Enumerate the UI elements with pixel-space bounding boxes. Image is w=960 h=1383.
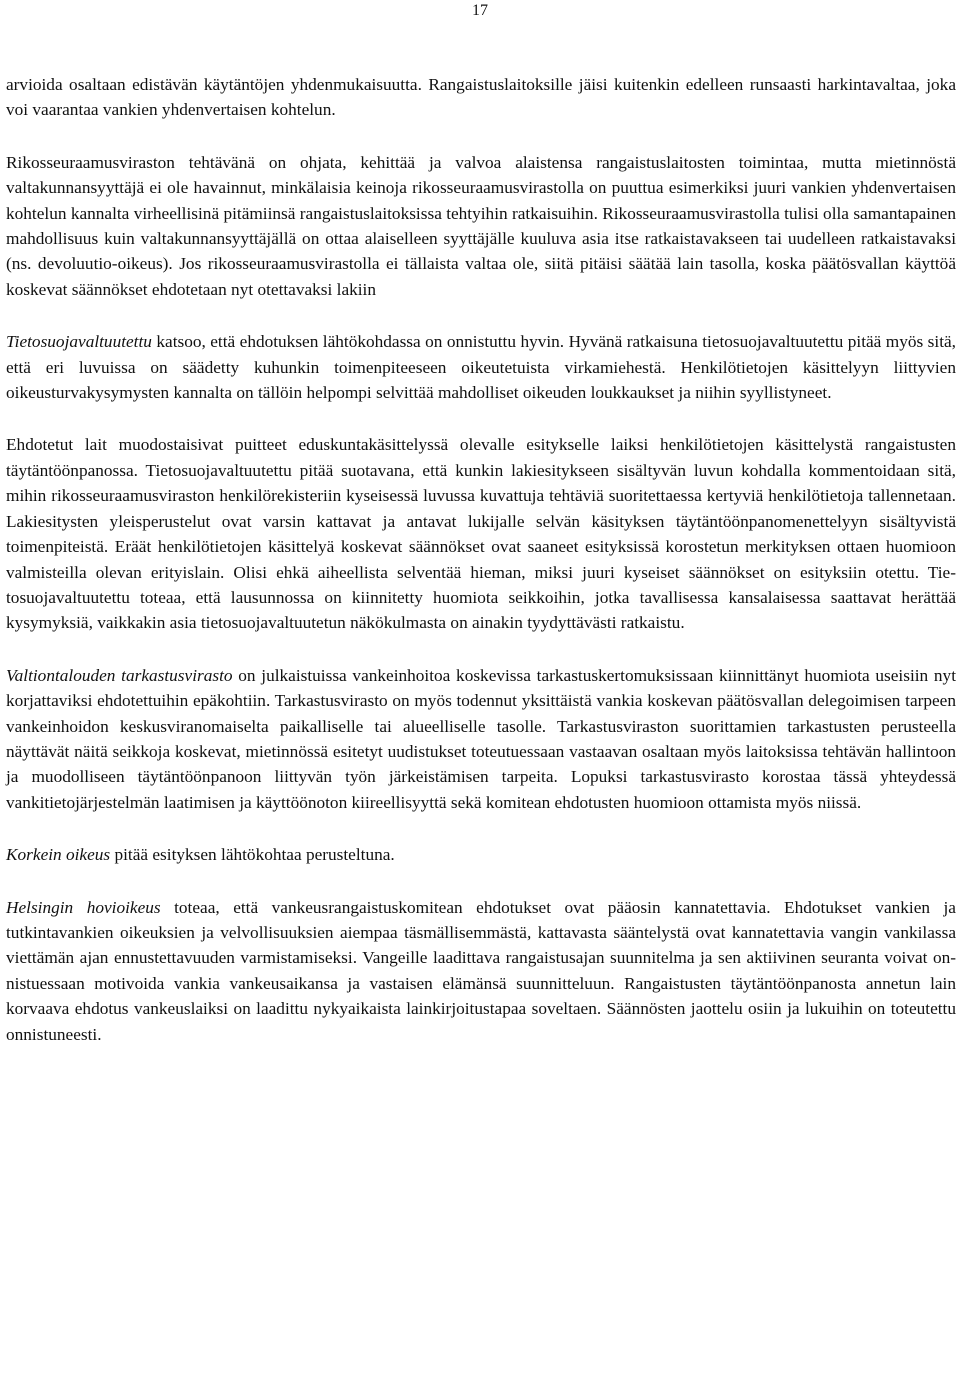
paragraph-2	[6, 150, 956, 302]
paragraph-text: Rikosseuraamusviraston tehtävänä on ohjata, kehittää ja valvoa alaistensa rangaistuslaitosten toimintaa, mutta mietinnöstä valtakunnansyyttäjä ei ole havainnut, minkälaisia keinoja rikosseuraamusvirastolla on puuttua esimerkiksi juuri vankien yhdenvertaisen kohtelun kannalta virheellisinä pitämiinsä rangaistuslaitoksissa tehtyihin ratkaisuihin. Rikosseuraamusvirastolla tulisi olla samantapainen mahdollisuus kuin valtakunnansyyttäjällä on ottaa alaiselleen syyttäjälle kuuluva asia itse ratkaistavakseen tai uudelleen ratkaistavaksi (ns. devoluutio-oikeus). Jos rikosseuraamusvirastolla ei tällaista valtaa ole, siitä pitäisi säätää lain tasolla, koska päätösvallan käyttöä koskevat säännökset ehdotetaan nyt otettavaksi lakiin	[6, 152, 956, 299]
organization-name: Korkein oikeus	[6, 845, 111, 865]
paragraph-3	[6, 329, 956, 405]
paragraph-5	[6, 663, 956, 815]
paragraph-text: katsoo, että ehdotuksen lähtökohdassa on onnistuttu hyvin. Hyvänä ratkaisuna tietosuojavaltuutettu pitää myös sitä, että eri luvuissa on säädetty kuhunkin toimenpiteeseen oikeutetuista virkamiehestä. Henkilötietojen käsittelyyn liittyvien oikeusturvakysymysten kannalta on tällöin helpompi selvittää mahdolliset oikeuden loukkaukset ja niihin syyllistyneet.	[6, 332, 956, 403]
organization-name: Tietosuojavaltuutettu	[6, 332, 152, 352]
document-body	[6, 72, 956, 1047]
paragraph-text: on julkaistuissa vankeinhoitoa koskevissa tarkastuskertomuksissaan kiinnittänyt huomiota useisiin nyt korjattaviksi ehdotettuihin epäkohtiin. Tarkastusvirasto on myös todennut yksittäistä vankia koskevan päätösvallan delegoimisen tarpeen vankeinhoidon keskusviranomaiselta paikalliselle tai alueelliselle tasolle. Tarkastusviraston suorittamien tarkastusten perusteella näyttävät näitä seikkoja koskevat, mietinnössä esitetyt uudistukset toteutuessaan vastaavan osaltaan myös laitoksissa tehtävän hallintoon ja muodolliseen täytäntöönpanoon liittyvän työn järkeistämisen tarpeita. Lopuksi tarkastusvirasto korostaa tässä yhteydessä vankitietojärjestelmän laatimisen ja käyttöönoton kiireellisyyttä sekä komitean ehdotusten huomioon ottamista myös niissä.	[6, 665, 956, 812]
paragraph-4	[6, 432, 956, 635]
paragraph-text: pitää esityksen lähtökohtaa perusteltuna.	[110, 845, 395, 865]
paragraph-text: Ehdotetut lait muodostaisivat puitteet eduskuntakäsittelyssä olevalle esitykselle laiksi henkilötietojen käsittelystä rangaistusten täytäntöönpanossa. Tietosuojavaltuutettu pitää suotavana, että kunkin lakiesitykseen sisältyvän luvun kohdalla kommentoidaan sitä, mihin rikosseuraamusviraston henkilörekisteriin kyseisessä luvussa kuvattuja tehtäviä suoritettaessa kertyviä henkilötietoja tallennetaan. Lakiesitysten yleisperustelut ovat varsin kattavat ja antavat lukijalle selvän käsityksen täytäntöönpanomenettelyyn sisältyvistä toimenpiteistä. Eräät henkilötietojen käsittelyä koskevat säännökset ovat saaneet esityksissä korostetun merkityksen ottaen huomioon valmisteilla olevan erityislain. Olisi ehkä aiheellista selventää hieman, miksi juuri kyseiset säännökset on esityksiin otettu. Tietosuojavaltuutettu toteaa, että lausunnossa on kiinnitetty huomiota seikkoihin, jotka tavallisessa kansalaisessa saattavat herättää kysymyksiä, vaikkakin asia tietosuojavaltuutetun näkökulmasta on ainakin tyydyttävästi ratkaistu.	[6, 435, 956, 633]
organization-name: Helsingin hovioikeus	[6, 897, 161, 917]
paragraph-6	[6, 842, 956, 867]
organization-name: Valtiontalouden tarkastusvirasto	[6, 665, 233, 685]
paragraph-1	[6, 72, 956, 123]
paragraph-text: arvioida osaltaan edistävän käytäntöjen yhdenmukaisuutta. Rangaistuslaitoksille jäisi kuitenkin edelleen runsaasti harkintavaltaa, joka voi vaarantaa vankien yhdenvertaisen kohtelun.	[6, 75, 956, 120]
paragraph-text: toteaa, että vankeusrangaistuskomitean ehdotukset ovat pääosin kannatettavia. Ehdotukset vankien ja tutkintavankien oikeuksien ja velvollisuuksien aiempaa täsmällisemmästä, kattavasta sääntelystä ovat kannatettavia vangin vankilassa viettämän ajan ennustettavuuden varmistamiseksi. Vangeille laadittava rangaistusajan suunnitelma ja sen aktiivinen seuranta voivat onnistuessaan motivoida vankia vankeusaikansa ja vastaisen elämänsä suunnitteluun. Rangaistusten täytäntöönpanosta annetun lain korvaava ehdotus vankeuslaiksi on laadittu nykyaikaista lainkirjoitustapaa soveltaen. Säännösten jaottelu osiin ja lukuihin on toteutettu onnistuneesti.	[6, 897, 956, 1044]
page-number: 17	[472, 2, 488, 19]
paragraph-7	[6, 895, 956, 1047]
